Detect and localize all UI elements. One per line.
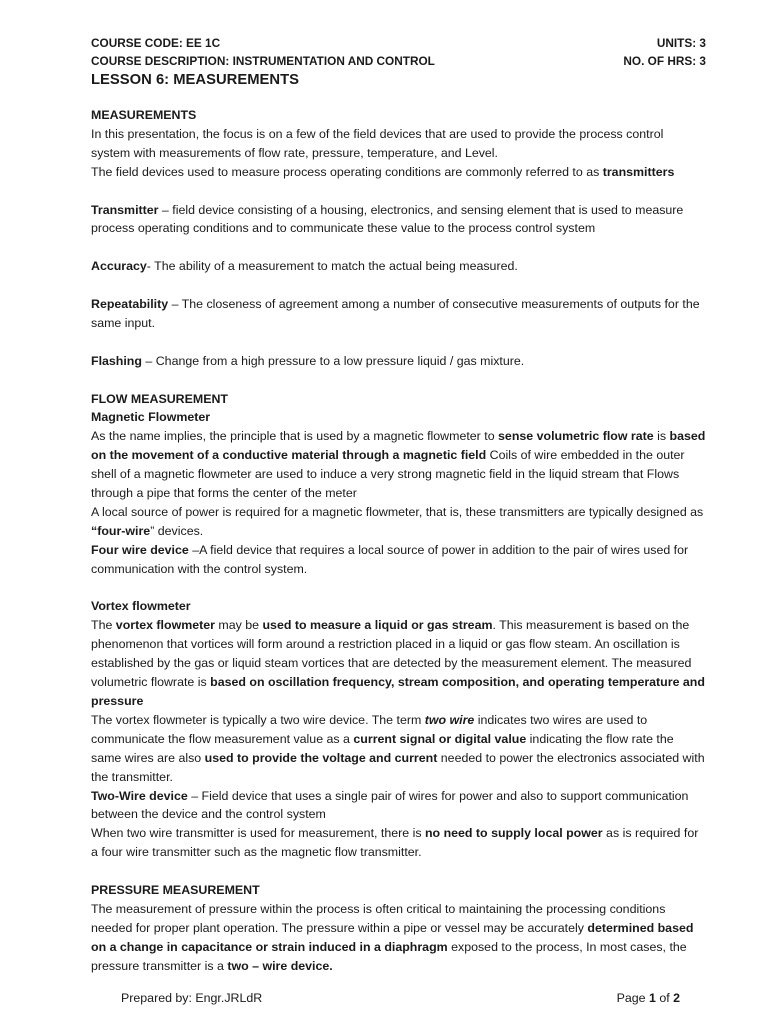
text-run: As the name implies, the principle that is used by a magnetic flowmeter to xyxy=(91,429,499,444)
intro-paragraph xyxy=(91,125,706,163)
paragraph-gap xyxy=(91,862,706,881)
text-run: Coils of wire embedded in the outer shell of a magnetic flowmeter are used to induce a very strong magnetic field in the liquid stream that Flows through a pipe that forms the center of the meter xyxy=(91,448,685,501)
text-run: “four-wire xyxy=(91,523,151,538)
text-run: – field device consisting of a housing, electronics, and sensing element that is used to measure process operating conditions and to communicate these value to the process control system xyxy=(91,202,684,236)
text-run: current signal or digital value xyxy=(353,731,527,746)
text-run: - The ability of a measurement to match the actual being measured. xyxy=(146,259,518,274)
text-run: Accuracy xyxy=(91,259,147,274)
course-code: COURSE CODE: EE 1C xyxy=(91,36,221,50)
prepared-by: Prepared by: Engr.JRLdR xyxy=(121,991,263,1005)
text-run: Flashing xyxy=(91,353,142,368)
section-heading-flow xyxy=(91,390,706,409)
pressure-paragraph xyxy=(91,900,706,976)
magnetic-paragraph-1 xyxy=(91,427,706,503)
def-repeatability xyxy=(91,295,706,333)
magnetic-paragraph-2 xyxy=(91,503,706,541)
text-run: may be xyxy=(214,618,263,633)
text-run: PRESSURE MEASUREMENT xyxy=(91,883,260,898)
text-run: used to provide the voltage and current xyxy=(204,750,438,765)
section-heading-measurements xyxy=(91,106,706,125)
header-row-2 xyxy=(91,53,706,71)
page-number xyxy=(617,989,680,1008)
paragraph-gap xyxy=(91,276,706,295)
text-run: The vortex flowmeter is typically a two wire device. The term xyxy=(91,712,425,727)
def-four-wire xyxy=(91,541,706,579)
text-run: Two-Wire device xyxy=(91,788,188,803)
hours: NO. OF HRS: 3 xyxy=(623,53,706,68)
text-run: A local source of power is required for a magnetic flowmeter, that is, these transmitters are typically designed as xyxy=(91,504,704,519)
def-flashing xyxy=(91,352,706,371)
text-run: – Change from a high pressure to a low pressure liquid / gas mixture. xyxy=(141,353,525,368)
text-run: indicates two wires are used to communicate the flow measurement value as a xyxy=(91,712,648,746)
subheading-vortex xyxy=(91,597,706,616)
footer xyxy=(121,989,680,1008)
body-content xyxy=(91,106,706,976)
text-run: FLOW MEASUREMENT xyxy=(91,391,228,406)
vortex-paragraph-1 xyxy=(91,616,706,711)
text-run: The field devices used to measure process operating conditions are commonly referred to as xyxy=(91,164,603,179)
text-run: – The closeness of agreement among a number of consecutive measurements of outputs for the same input. xyxy=(91,297,700,330)
text-run: sense volumetric flow rate xyxy=(498,429,654,444)
text-run: Transmitter xyxy=(91,202,159,217)
section-heading-pressure xyxy=(91,881,706,900)
text-run: vortex flowmeter xyxy=(115,618,215,633)
document-page xyxy=(91,35,706,976)
text-run: ” devices. xyxy=(150,523,204,538)
units: UNITS: 3 xyxy=(656,36,706,50)
lesson-title: LESSON 6: MEASUREMENTS xyxy=(91,72,300,88)
intro-transmitters xyxy=(91,163,706,182)
paragraph-gap xyxy=(91,182,706,201)
paragraph-gap xyxy=(91,579,706,598)
text-run: Vortex flowmeter xyxy=(91,599,191,614)
text-run: is xyxy=(653,429,670,444)
text-run: no need to supply local power xyxy=(424,826,603,841)
text-run: based on oscillation frequency, stream composition, and operating temperature and pressure xyxy=(91,675,705,708)
def-transmitter xyxy=(91,201,706,239)
def-two-wire xyxy=(91,787,706,825)
page-prefix: Page xyxy=(616,991,649,1005)
text-run: needed to power the electronics associated with the transmitter. xyxy=(91,750,705,784)
text-run: The xyxy=(91,618,116,633)
header-row-1 xyxy=(91,35,706,53)
text-run: based on the movement of a conductive material through a magnetic field xyxy=(91,429,706,463)
text-run: –A field device that requires a local source of power in addition to the pair of wires used for communication with the control system. xyxy=(91,542,689,576)
text-run: – Field device that uses a single pair of wires for power and also to support communication between the device and the control system xyxy=(91,788,689,822)
text-run: used to measure a liquid or gas stream xyxy=(262,618,493,633)
subheading-magnetic xyxy=(91,408,706,427)
paragraph-gap xyxy=(91,371,706,390)
def-accuracy xyxy=(91,257,706,276)
text-run: The measurement of pressure within the process is often critical to maintaining the processing conditions needed for proper plant operation. The pressure within a pipe or vessel may be accurately xyxy=(91,901,666,935)
text-run: transmitters xyxy=(602,164,675,179)
vortex-paragraph-3 xyxy=(91,824,706,862)
text-run: two wire xyxy=(424,712,475,727)
paragraph-gap xyxy=(91,238,706,257)
text-run: Repeatability xyxy=(91,297,169,312)
page-current: 1 xyxy=(648,991,656,1005)
vortex-paragraph-2 xyxy=(91,711,706,787)
text-run: two – wire device. xyxy=(227,958,333,973)
text-run: as is required for a four wire transmitter such as the magnetic flow transmitter. xyxy=(91,826,699,860)
text-run: indicating the flow rate the same wires are also xyxy=(91,731,674,765)
text-run: determined based on a change in capacitance or strain induced in a diaphragm xyxy=(91,920,694,954)
course-description: COURSE DESCRIPTION: INSTRUMENTATION AND CONTROL xyxy=(91,53,435,68)
page-mid: of xyxy=(655,991,674,1005)
text-run: Four wire device xyxy=(91,542,189,557)
text-run: . This measurement is based on the phenomenon that vortices will form around a restriction placed in a liquid or gas flow steam. An oscillation is established by the gas or liquid steam vortices that are detected by the measurement element. The measured volumetric flowrate is xyxy=(91,618,692,690)
text-run: Magnetic Flowmeter xyxy=(91,410,211,425)
paragraph-gap xyxy=(91,333,706,352)
page-total: 2 xyxy=(673,991,680,1005)
text-run: MEASUREMENTS xyxy=(91,108,197,122)
text-run: In this presentation, the focus is on a few of the field devices that are used to provide the process control system with measurements of flow rate, pressure, temperature, and Level. xyxy=(91,126,664,160)
text-run: When two wire transmitter is used for measurement, there is xyxy=(91,826,425,841)
text-run: exposed to the process, In most cases, the pressure transmitter is a xyxy=(91,939,687,973)
